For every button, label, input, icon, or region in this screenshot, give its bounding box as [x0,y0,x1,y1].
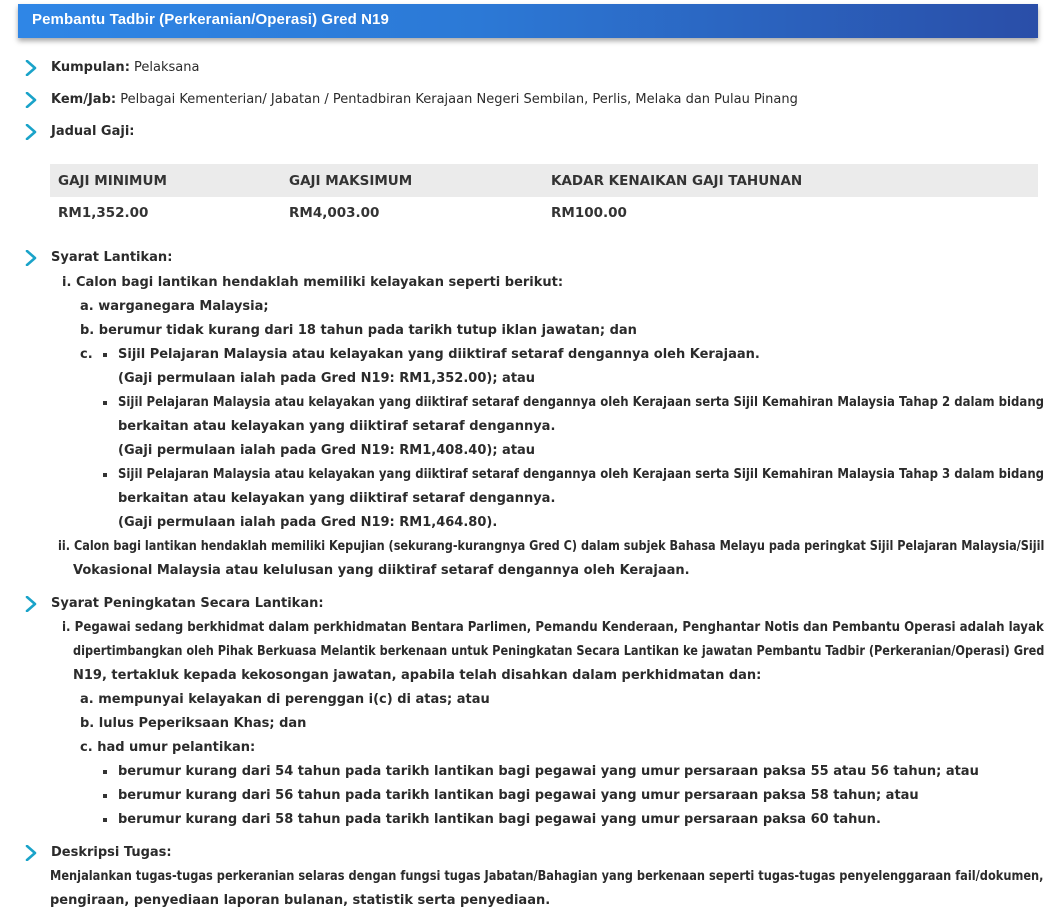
list-marker: i. [62,275,72,290]
salary-increment: RM100.00 [551,205,627,221]
list-marker: a. [80,299,94,314]
list-marker: b. [80,323,95,338]
header-cell: KADAR KENAIKAN GAJI TAHUNAN [551,173,803,189]
list-text: warganegara Malaysia; [98,299,269,314]
list-item [58,539,1044,555]
bullet-icon [103,401,107,405]
list-marker: a. [80,692,94,707]
section-deskripsi-tugas [24,845,172,861]
list-text: Sijil Pelajaran Malaysia atau kelayakan yang diiktiraf setaraf dengannya oleh Kerajaan. [118,347,760,362]
list-text: mempunyai kelayakan di perenggan i(c) di atas; atau [98,692,490,707]
chevron-right-icon [24,124,38,140]
bullet-icon [103,794,107,798]
list-item [80,716,306,732]
list-text: dipertimbangkan oleh Pihak Berkuasa Melantik berkenaan untuk Peningkatan Secara Lantikan ke jawatan Pembantu Tadbir (Perkeranian/Operasi) Gred [73,644,1045,659]
bullet-icon [103,353,107,357]
list-marker: b. [80,716,95,731]
salary-min: RM1,352.00 [58,205,149,221]
list-item [62,275,563,291]
info-kemjab [24,92,798,108]
list-marker: i. [62,620,71,635]
chevron-right-icon [24,596,38,612]
list-item [80,299,269,315]
section-syarat-lantikan [24,250,172,266]
header-cell: GAJI MINIMUM [58,173,167,189]
list-item [62,620,1044,636]
list-item [80,692,490,708]
header-cell: GAJI MAKSIMUM [289,173,413,189]
salary-table [50,164,1038,234]
list-text: berumur kurang dari 54 tahun pada tarikh lantikan bagi pegawai yang umur persaraan paksa 55 atau 56 tahun; atau [118,764,979,779]
list-text: Calon bagi lantikan hendaklah memiliki Kepujian (sekurang-kurangnya Gred C) dalam subjek Bahasa Melayu pada peringkat Sijil Pelajaran Malaysia/Sijil [73,539,1045,554]
list-text: Sijil Pelajaran Malaysia atau kelayakan yang diiktiraf setaraf dengannya oleh Kerajaan serta Sijil Kemahiran Malaysia Tahap 2 dalam bidang [118,395,1045,410]
info-kumpulan [24,60,199,76]
list-text: N19, tertakluk kepada kekosongan jawatan, apabila telah disahkan dalam perkhidmatan dan: [73,668,762,683]
list-note: (Gaji permulaan ialah pada Gred N19: RM1,352.00); atau [118,371,536,386]
info-jadual [24,124,134,140]
section-title: Syarat Peningkatan Secara Lantikan: [51,596,324,611]
list-text: had umur pelantikan: [97,740,256,755]
chevron-right-icon [24,845,38,861]
list-text: berkaitan atau kelayakan yang diiktiraf setaraf dengannya. [118,491,556,506]
bullet-icon [103,770,107,774]
list-text: berkaitan atau kelayakan yang diiktiraf setaraf dengannya. [118,419,556,434]
description-text: pengiraan, penyediaan laporan bulanan, statistik serta penyediaan. [50,893,551,908]
kumpulan-value: Pelaksana [134,60,200,75]
list-text: berumur tidak kurang dari 18 tahun pada tarikh tutup iklan jawatan; dan [98,323,637,338]
description-text: Menjalankan tugas-tugas perkeranian selaras dengan fungsi tugas Jabatan/Bahagian yang berkenaan seperti tugas-tugas penyelenggaraan fail/dokumen, [50,869,1044,884]
list-text: Vokasional Malaysia atau kelulusan yang diiktiraf setaraf dengannya oleh Kerajaan. [73,563,690,578]
kumpulan-label: Kumpulan: [51,60,130,75]
list-marker: ii. [58,539,71,554]
list-marker: c. [80,740,93,755]
list-note: (Gaji permulaan ialah pada Gred N19: RM1,464.80). [118,515,498,530]
list-text: Sijil Pelajaran Malaysia atau kelayakan yang diiktiraf setaraf dengannya oleh Kerajaan serta Sijil Kemahiran Malaysia Tahap 3 dalam bidang [118,467,1045,482]
salary-table-row [50,197,1038,234]
section-syarat-peningkatan [24,596,324,612]
salary-max: RM4,003.00 [289,205,380,221]
kemjab-label: Kem/Jab: [51,92,117,107]
list-text: Pegawai sedang berkhidmat dalam perkhidmatan Bentara Parlimen, Pemandu Kenderaan, Penghantar Notis dan Pembantu Operasi adalah layak [74,620,1044,635]
chevron-right-icon [24,92,38,108]
page-title: Pembantu Tadbir (Perkeranian/Operasi) Gred N19 [32,11,389,28]
list-note: (Gaji permulaan ialah pada Gred N19: RM1,408.40); atau [118,443,536,458]
bullet-icon [103,818,107,822]
chevron-right-icon [24,250,38,266]
section-title: Deskripsi Tugas: [51,845,172,860]
list-text: Calon bagi lantikan hendaklah memiliki kelayakan seperti berikut: [75,275,564,290]
list-text: berumur kurang dari 56 tahun pada tarikh lantikan bagi pegawai yang umur persaraan paksa 58 tahun; atau [118,788,919,803]
list-marker: c. [80,347,93,362]
page-header [18,4,1038,38]
list-item [80,740,255,756]
salary-table-header [50,164,1038,197]
list-text: lulus Peperiksaan Khas; dan [98,716,307,731]
list-text: berumur kurang dari 58 tahun pada tarikh lantikan bagi pegawai yang umur persaraan paksa 60 tahun. [118,812,881,827]
chevron-right-icon [24,60,38,76]
section-title: Syarat Lantikan: [51,250,173,265]
kemjab-value: Pelbagai Kementerian/ Jabatan / Pentadbiran Kerajaan Negeri Sembilan, Perlis, Melaka dan Pulau Pinang [120,92,798,107]
list-item [80,323,637,339]
jadual-label: Jadual Gaji: [51,124,135,139]
bullet-icon [103,473,107,477]
